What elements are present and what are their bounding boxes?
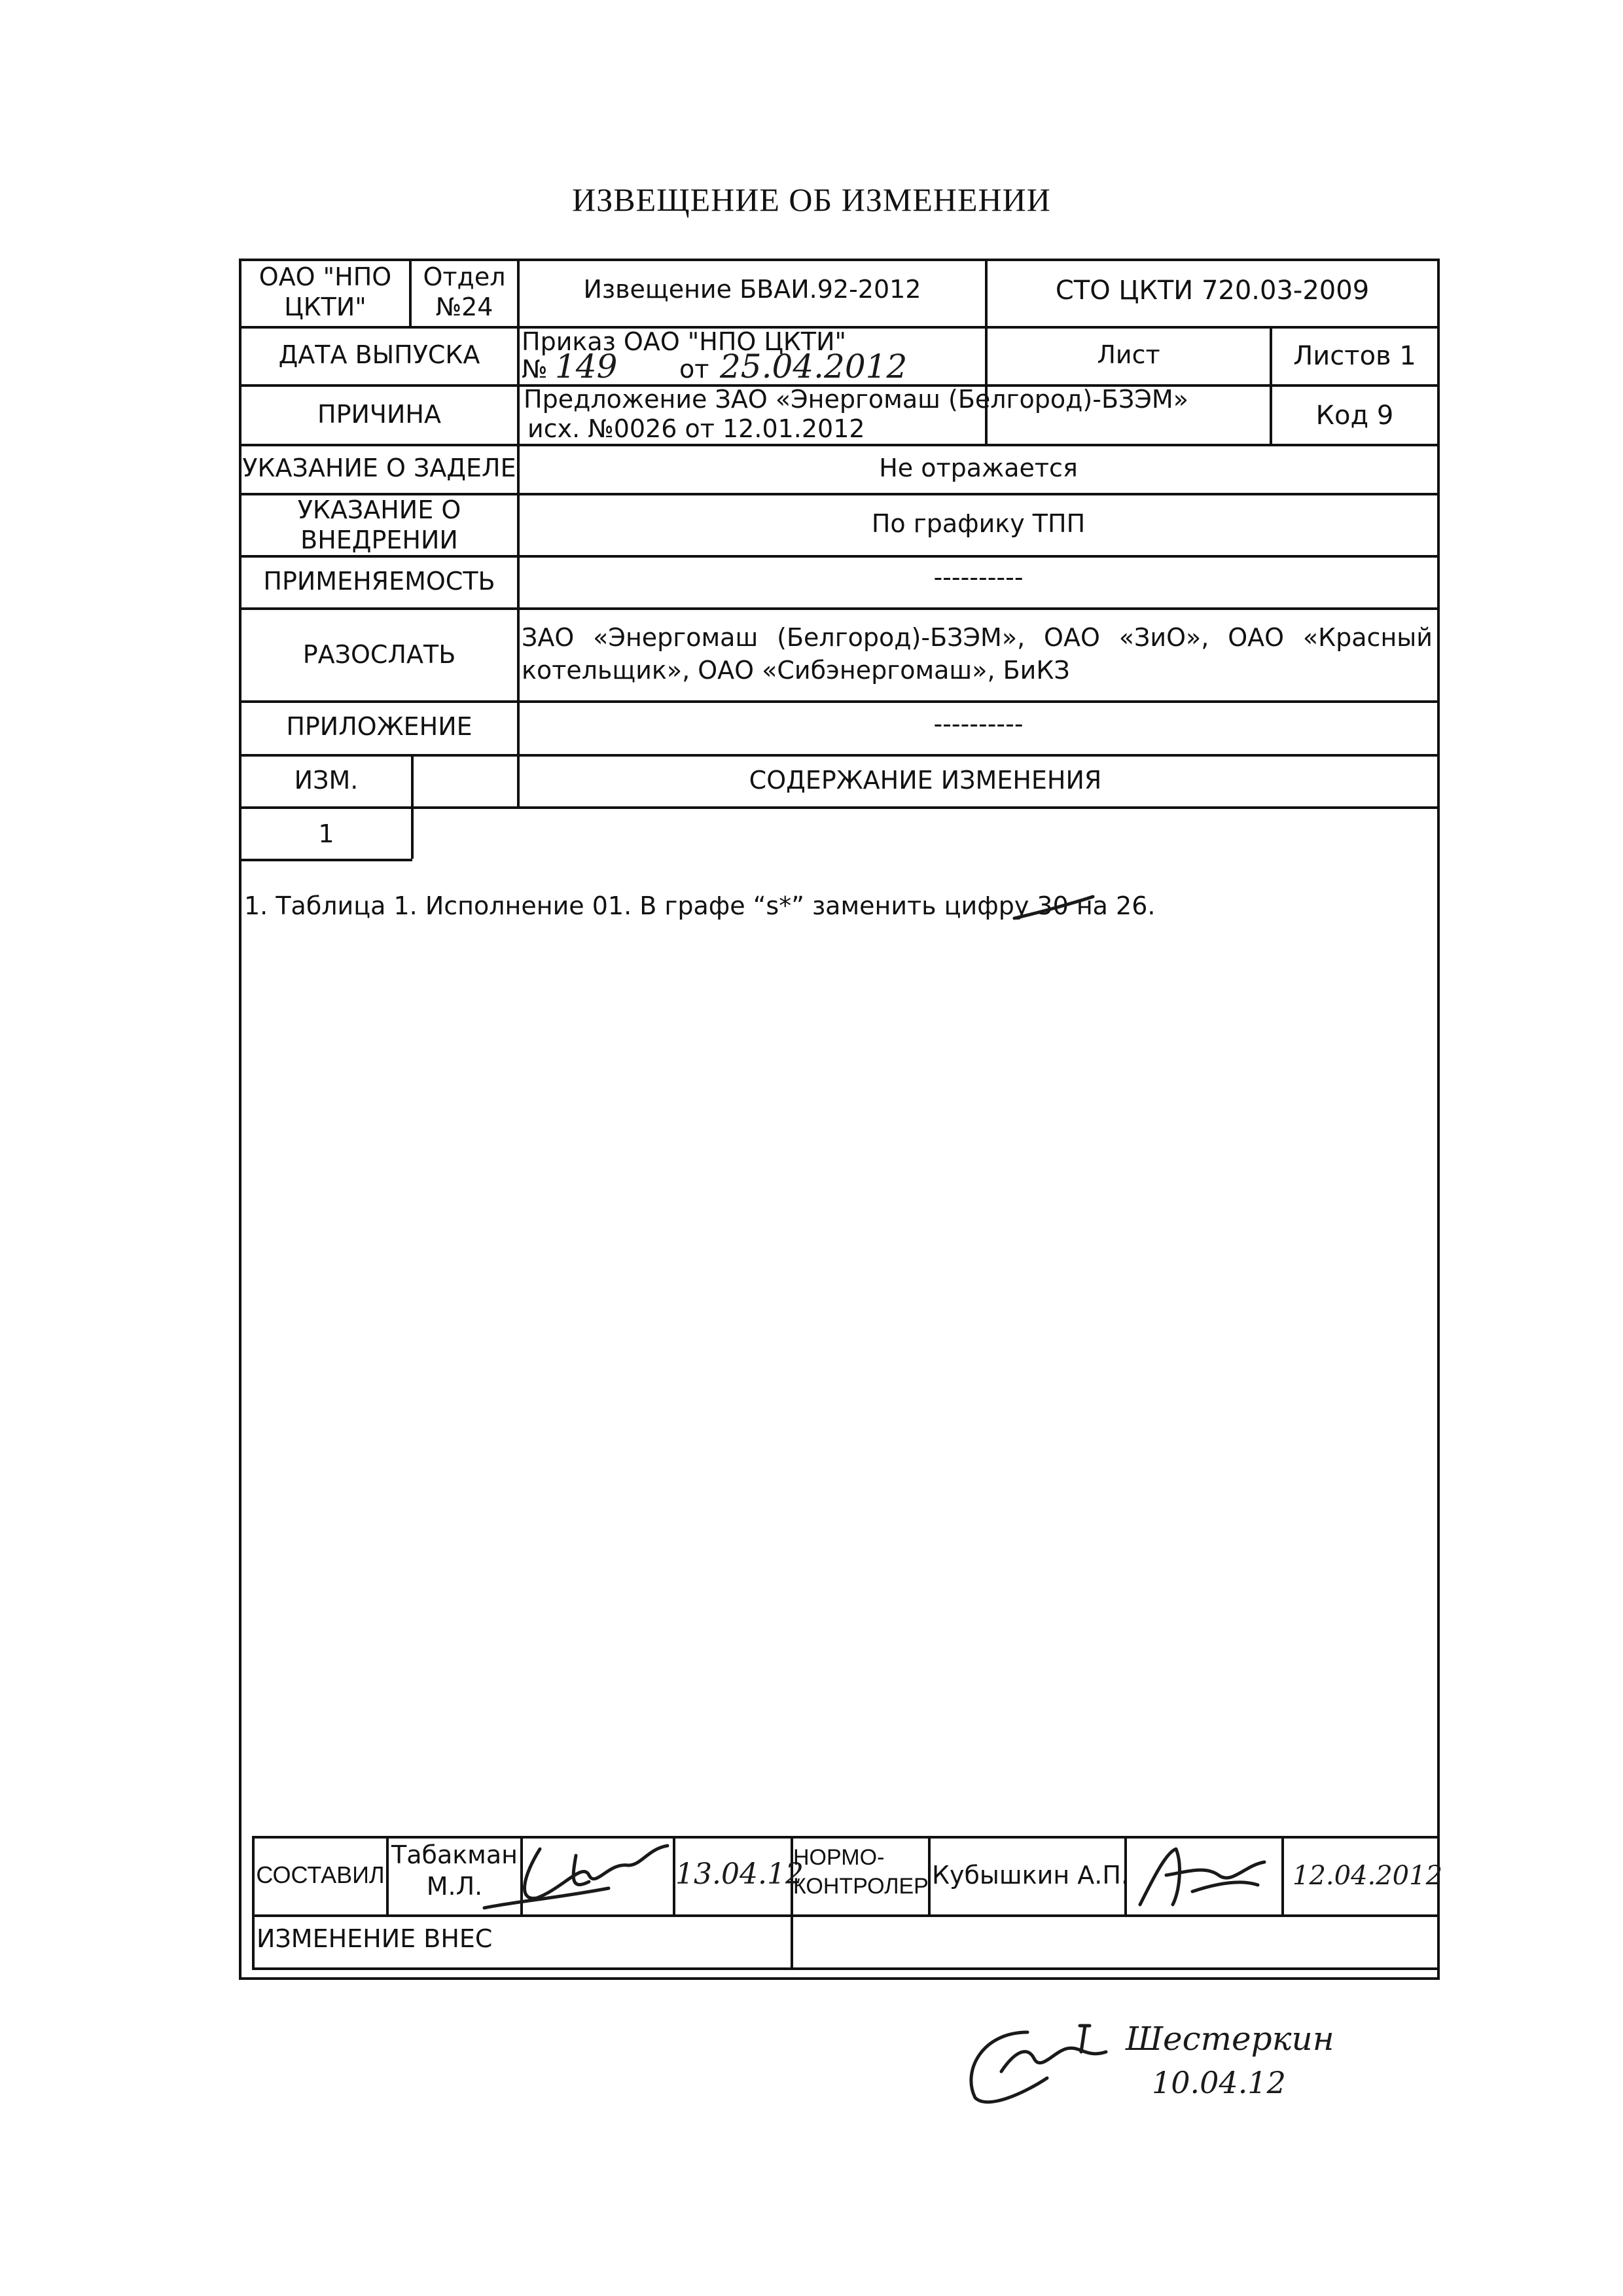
distribution-label: РАЗОСЛАТЬ (302, 640, 456, 669)
sheet-label: Лист (1097, 340, 1160, 369)
issue-date-label: ДАТА ВЫПУСКА (278, 340, 480, 369)
compiled-signature (478, 1836, 681, 1914)
distribution-line2: котельщик», ОАО «Сибэнергомаш», БиКЗ (522, 656, 1070, 685)
compiled-name-line1: Табакман (391, 1840, 518, 1869)
normcontrol-signature (1127, 1839, 1277, 1911)
implementation-label-line1: УКАЗАНИЕ О (297, 495, 461, 524)
grid-line (1281, 1836, 1284, 1914)
backlog-label: УКАЗАНИЕ О ЗАДЕЛЕ (242, 454, 516, 482)
implementation-label-line2: ВНЕДРЕНИИ (300, 526, 458, 554)
approval-name: Шестеркин (1126, 2020, 1334, 2058)
change-content-label: СОДЕРЖАНИЕ ИЗМЕНЕНИЯ (749, 766, 1102, 795)
grid-line (239, 700, 1440, 703)
compiled-date: 13.04.12 (675, 1857, 804, 1891)
change-number: 1 (318, 819, 334, 848)
compiled-label: СОСТАВИЛ (256, 1861, 385, 1888)
grid-line (239, 555, 1440, 558)
attachment-label: ПРИЛОЖЕНИЕ (286, 712, 473, 741)
grid-line (239, 444, 1440, 446)
normcontrol-label-line1: НОРМО- (793, 1845, 885, 1870)
department-line2: №24 (435, 293, 493, 321)
normcontrol-name: Кубышкин А.П. (932, 1861, 1129, 1890)
order-date: 25.04.2012 (720, 348, 908, 386)
compiled-name-line2: М.Л. (426, 1872, 483, 1901)
approval-signature (955, 2013, 1126, 2111)
document-title: ИЗВЕЩЕНИЕ ОБ ИЗМЕНЕНИИ (572, 181, 1051, 218)
standard-code: СТО ЦКТИ 720.03-2009 (1055, 276, 1370, 306)
attachment-value: ---------- (933, 709, 1024, 738)
order-from: от (679, 355, 709, 384)
change-number-label: ИЗМ. (294, 766, 359, 795)
notice-number: Извещение БВАИ.92-2012 (583, 275, 921, 304)
implementation-value: По графику ТПП (871, 509, 1086, 538)
strike-mark (1008, 889, 1099, 928)
normcontrol-date: 12.04.2012 (1293, 1861, 1443, 1891)
grid-line (239, 859, 412, 861)
changed-by-label: ИЗМЕНЕНИЕ ВНЕС (257, 1924, 493, 1953)
normcontrol-label-line2: КОНТРОЛЕР (793, 1874, 929, 1899)
reason-label: ПРИЧИНА (317, 400, 441, 429)
order-number: 149 (555, 348, 618, 386)
backlog-value: Не отражается (879, 454, 1078, 482)
grid-line (239, 754, 1440, 757)
grid-line (239, 806, 1440, 809)
department-line1: Отдел (423, 262, 506, 291)
order-number-prefix: № (522, 355, 548, 384)
org-name-line1: ОАО "НПО (259, 262, 392, 291)
reason-line2: исх. №0026 от 12.01.2012 (527, 414, 865, 443)
applicability-value: ---------- (933, 563, 1024, 592)
distribution-line1: ЗАО «Энергомаш (Белгород)-БЗЭМ», ОАО «ЗиО», ОАО «Красный (522, 623, 1433, 652)
grid-line (239, 607, 1440, 610)
approval-date: 10.04.12 (1152, 2065, 1286, 2100)
applicability-label: ПРИМЕНЯЕМОСТЬ (263, 567, 495, 596)
reason-line1: Предложение ЗАО «Энергомаш (Белгород)-БЗЭМ» (524, 385, 1188, 414)
grid-line (252, 1914, 1440, 1917)
org-name-line2: ЦКТИ" (284, 293, 366, 321)
sheets-count: Листов 1 (1293, 341, 1416, 371)
change-item: 1. Таблица 1. Исполнение 01. В графе “s*” заменить цифру 30 на 26. (244, 891, 1156, 920)
order-line: Приказ ОАО "НПО ЦКТИ" (522, 327, 847, 356)
code-label: Код 9 (1315, 401, 1394, 431)
